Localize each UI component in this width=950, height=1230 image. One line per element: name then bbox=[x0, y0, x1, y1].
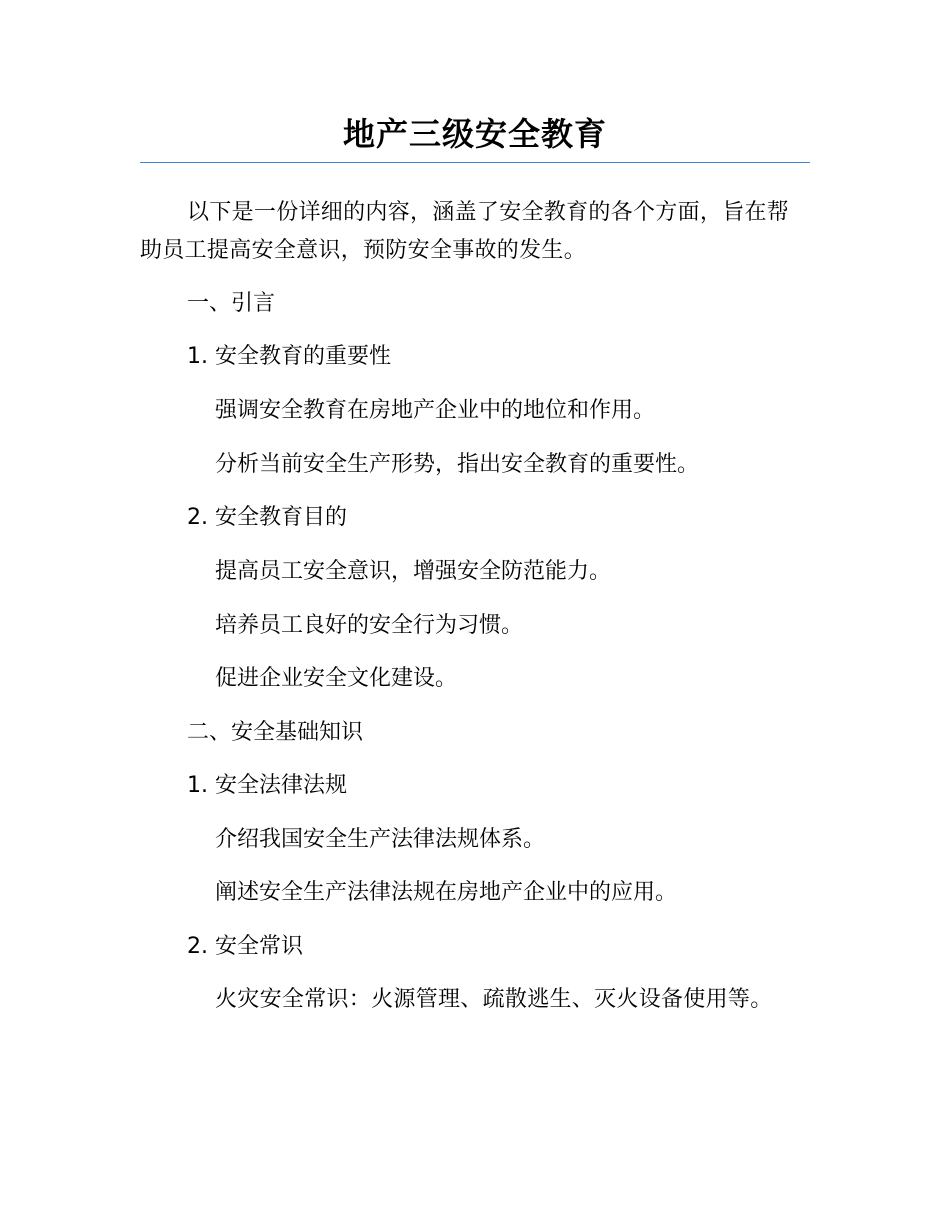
section-1-sub-2-item-1: 提高员工安全意识，增强安全防范能力。 bbox=[215, 559, 612, 584]
section-1-sub-1-item-1: 强调安全教育在房地产企业中的地位和作用。 bbox=[215, 398, 656, 423]
intro-paragraph: 以下是一份详细的内容，涵盖了安全教育的各个方面，旨在帮助员工提高安全意识，预防安全事故的发生。 bbox=[140, 200, 790, 263]
section-2-sub-2-heading: 2. 安全常识 bbox=[187, 934, 303, 959]
document-title: 地产三级安全教育 bbox=[342, 115, 607, 153]
section-2-sub-1-item-2: 阐述安全生产法律法规在房地产企业中的应用。 bbox=[215, 880, 678, 905]
section-1-sub-2-item-3: 促进企业安全文化建设。 bbox=[215, 666, 458, 691]
title-underline bbox=[140, 162, 810, 163]
section-1-heading: 一、引言 bbox=[187, 291, 276, 316]
section-2-heading: 二、安全基础知识 bbox=[187, 720, 364, 745]
section-1-sub-2-heading: 2. 安全教育目的 bbox=[187, 505, 347, 530]
section-1-sub-1-item-2: 分析当前安全生产形势，指出安全教育的重要性。 bbox=[215, 452, 700, 477]
section-2-sub-1-item-1: 介绍我国安全生产法律法规体系。 bbox=[215, 827, 546, 852]
section-1-sub-2-item-2: 培养员工良好的安全行为习惯。 bbox=[215, 613, 524, 638]
section-2-sub-2-item-1: 火灾安全常识：火源管理、疏散逃生、灭火设备使用等。 bbox=[215, 987, 773, 1012]
section-1-sub-1-heading: 1. 安全教育的重要性 bbox=[187, 344, 391, 369]
section-2-sub-1-heading: 1. 安全法律法规 bbox=[187, 773, 347, 798]
